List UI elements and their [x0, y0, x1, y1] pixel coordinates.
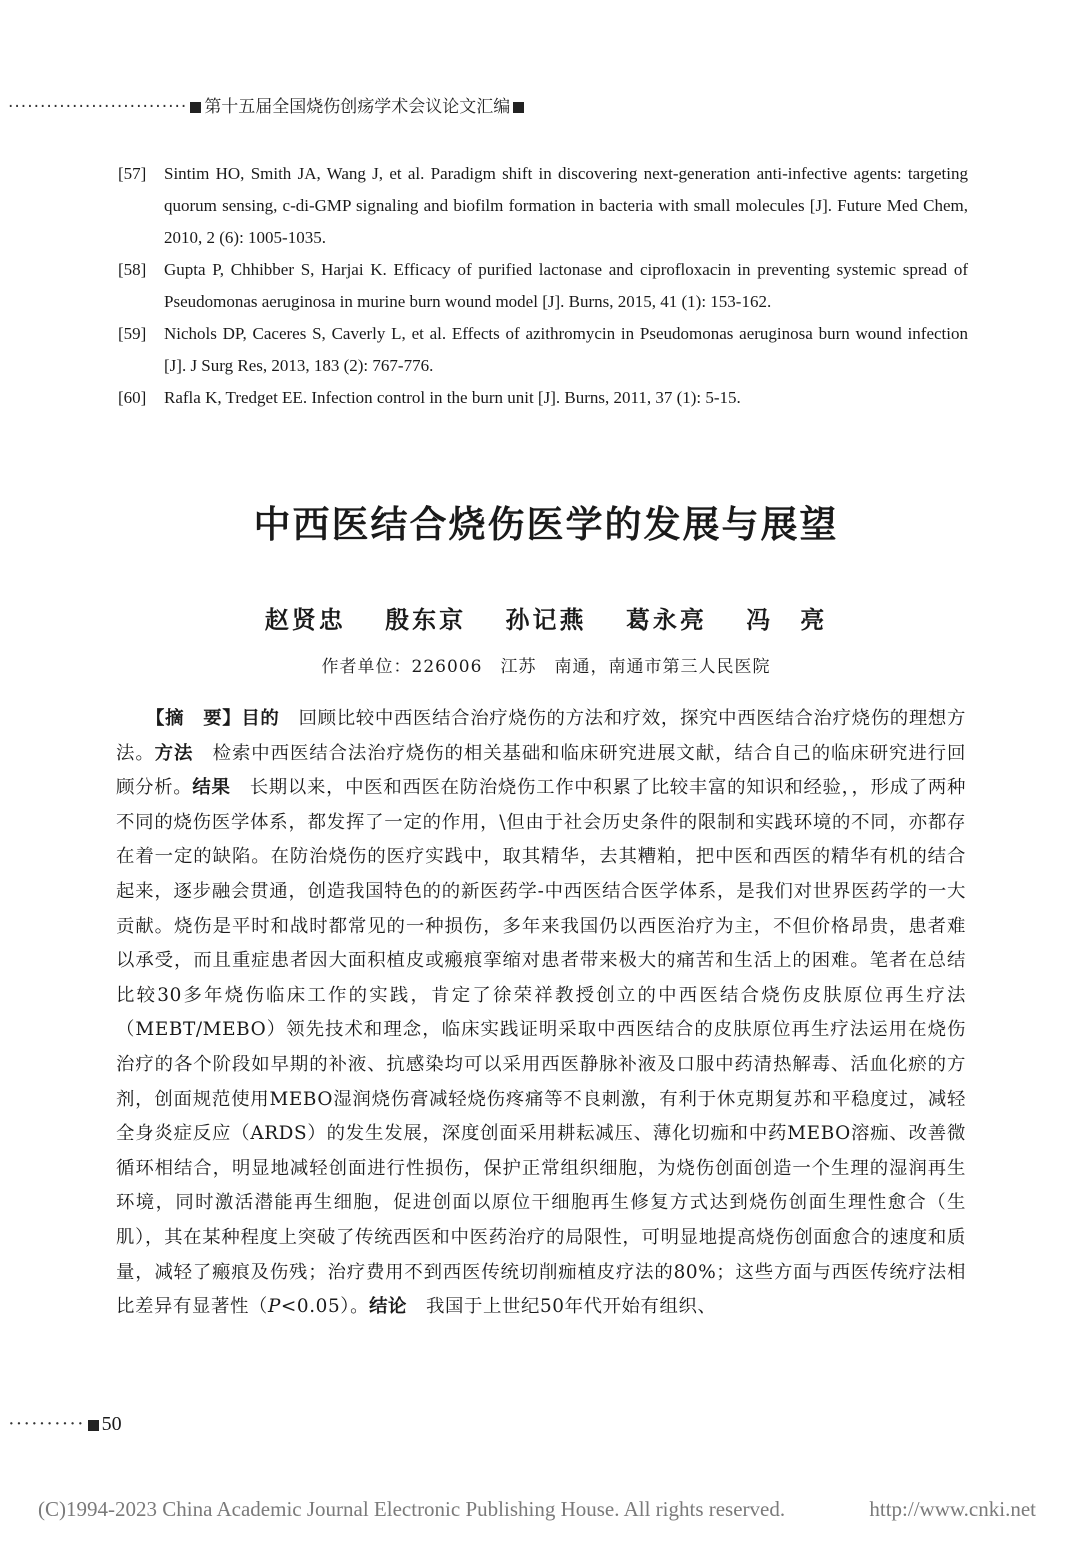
footer-dots: ··········	[8, 1413, 85, 1435]
objective-label: 目的	[241, 708, 280, 729]
methods-text: 检索中西医结合法治疗烧伤的相关基础和临床研究进展文献，结合自己的临床研究进行回顾分析。	[116, 742, 966, 799]
running-header	[8, 92, 527, 117]
article-title: 中西医结合烧伤医学的发展与展望	[253, 503, 839, 546]
objective-text: 回顾比较中西医结合治疗烧伤的方法和疗效，探究中西医结合治疗烧伤的理想方法。	[116, 708, 966, 764]
author-name: 孙记燕	[505, 605, 587, 634]
reference-number: [59]	[118, 324, 147, 343]
author-name: 赵贤忠	[264, 605, 346, 634]
copyright-url[interactable]: http://www.cnki.net	[869, 1497, 1036, 1521]
reference-list	[118, 158, 968, 414]
p-value-symbol: P	[267, 1296, 281, 1318]
author-name: 殷东京	[385, 605, 467, 634]
conclusion-label: 结论	[369, 1296, 408, 1318]
methods-label: 方法	[154, 742, 194, 764]
abstract-label: 【摘 要】	[146, 708, 242, 729]
reference-text: Sintim HO, Smith JA, Wang J, et al. Paradigm shift in discovering next-generation anti-infective agents: targeting quorum sensing, c-di-GMP signaling and biofilm formation in bacteria with small molecules [J]. Future Med Chem, 2010, 2 (6): 1005-1035.	[164, 164, 968, 247]
reference-item	[118, 254, 968, 318]
results-text-end: <0.05）。	[280, 1296, 370, 1318]
square-bullet-icon	[190, 102, 201, 113]
results-text: 长期以来，中医和西医在防治烧伤工作中积累了比较丰富的知识和经验，，形成了两种不同的烧伤医学体系，都发挥了一定的作用，\但由于社会历史条件的限制和实践环境的不同，亦都存在着一定的缺陷。在防治烧伤的医疗实践中，取其精华，去其糟粕，把中医和西医的精华有机的结合起来，逐步融会贯通，创造我国特色的的新医药学-中西医结合医学体系，是我们对世界医药学的一大贡献。烧伤是平时和战时都常见的一种损伤，多年来我国仍以西医治疗为主，不但价格昂贵，患者难以承受，而且重症患者因大面积植皮或瘢痕挛缩对患者带来极大的痛苦和生活上的困难。笔者在总结比较30多年烧伤临床工作的实践，肯定了徐荣祥教授创立的中西医结合烧伤皮肤原位再生疗法（MEBT/MEBO）领先技术和理念，临床实践证明采取中西医结合的皮肤原位再生疗法运用在烧伤治疗的各个阶段如早期的补液、抗感染均可以采用西医静脉补液及口服中药清热解毒、活血化瘀的方剂，创面规范使用MEBO湿润烧伤膏减轻烧伤疼痛等不良刺激，有利于休克期复苏和平稳度过，减轻全身炎症反应（ARDS）的发生发展，深度创面采用耕耘减压、薄化切痂和中药MEBO溶痂、改善微循环相结合，明显地减轻创面进行性损伤，保护正常组织细胞，为烧伤创面创造一个生理的湿润再生环境，同时激活潜能再生细胞，促进创面以原位干细胞再生修复方式达到烧伤创面生理性愈合（生肌），其在某种程度上突破了传统西医和中医药治疗的局限性，可明显地提高烧伤创面愈合的速度和质量，减轻了瘢痕及伤残；治疗费用不到西医传统切削痂植皮疗法的80%；这些方面与西医传统疗法相比差异有显著性（	[116, 777, 967, 1318]
page-footer	[8, 1413, 122, 1436]
author-name: 葛永亮	[625, 605, 707, 634]
copyright-text: (C)1994-2023 China Academic Journal Electronic Publishing House. All rights reserved.	[38, 1497, 786, 1521]
reference-number: [57]	[118, 164, 147, 183]
reference-item	[118, 158, 968, 254]
author-name: 冯 亮	[746, 605, 828, 634]
square-bullet-icon	[88, 1420, 99, 1431]
reference-text: Gupta P, Chhibber S, Harjai K. Efficacy of purified lactonase and ciprofloxacin in preventing systemic spread of Pseudomonas aeruginosa in murine burn wound model [J]. Burns, 2015, 41 (1): 153-162.	[164, 260, 968, 311]
results-label: 结果	[192, 777, 231, 799]
author-affiliation: 作者单位：226006 江苏 南通，南通市第三人民医院	[321, 657, 771, 677]
header-dots: ····························	[8, 97, 188, 117]
conclusion-text: 我国于上世纪50年代开始有组织、	[407, 1296, 717, 1318]
reference-text: Nichols DP, Caceres S, Caverly L, et al. Effects of azithromycin in Pseudomonas aeruginosa burn wound infection [J]. J Surg Res, 2013, 183 (2): 767-776.	[164, 324, 968, 375]
abstract-paragraph	[116, 702, 966, 1325]
page-number: 50	[101, 1413, 122, 1435]
square-bullet-icon	[513, 102, 524, 113]
reference-text: Rafla K, Tredget EE. Infection control in the burn unit [J]. Burns, 2011, 37 (1): 5-15.	[164, 388, 741, 407]
reference-item	[118, 382, 968, 414]
reference-item	[118, 318, 968, 382]
reference-number: [60]	[118, 388, 147, 407]
reference-number: [58]	[118, 260, 147, 279]
author-list	[0, 600, 1092, 635]
header-title: 第十五届全国烧伤创疡学术会议论文汇编	[204, 97, 511, 117]
copyright-notice	[38, 1497, 1048, 1522]
